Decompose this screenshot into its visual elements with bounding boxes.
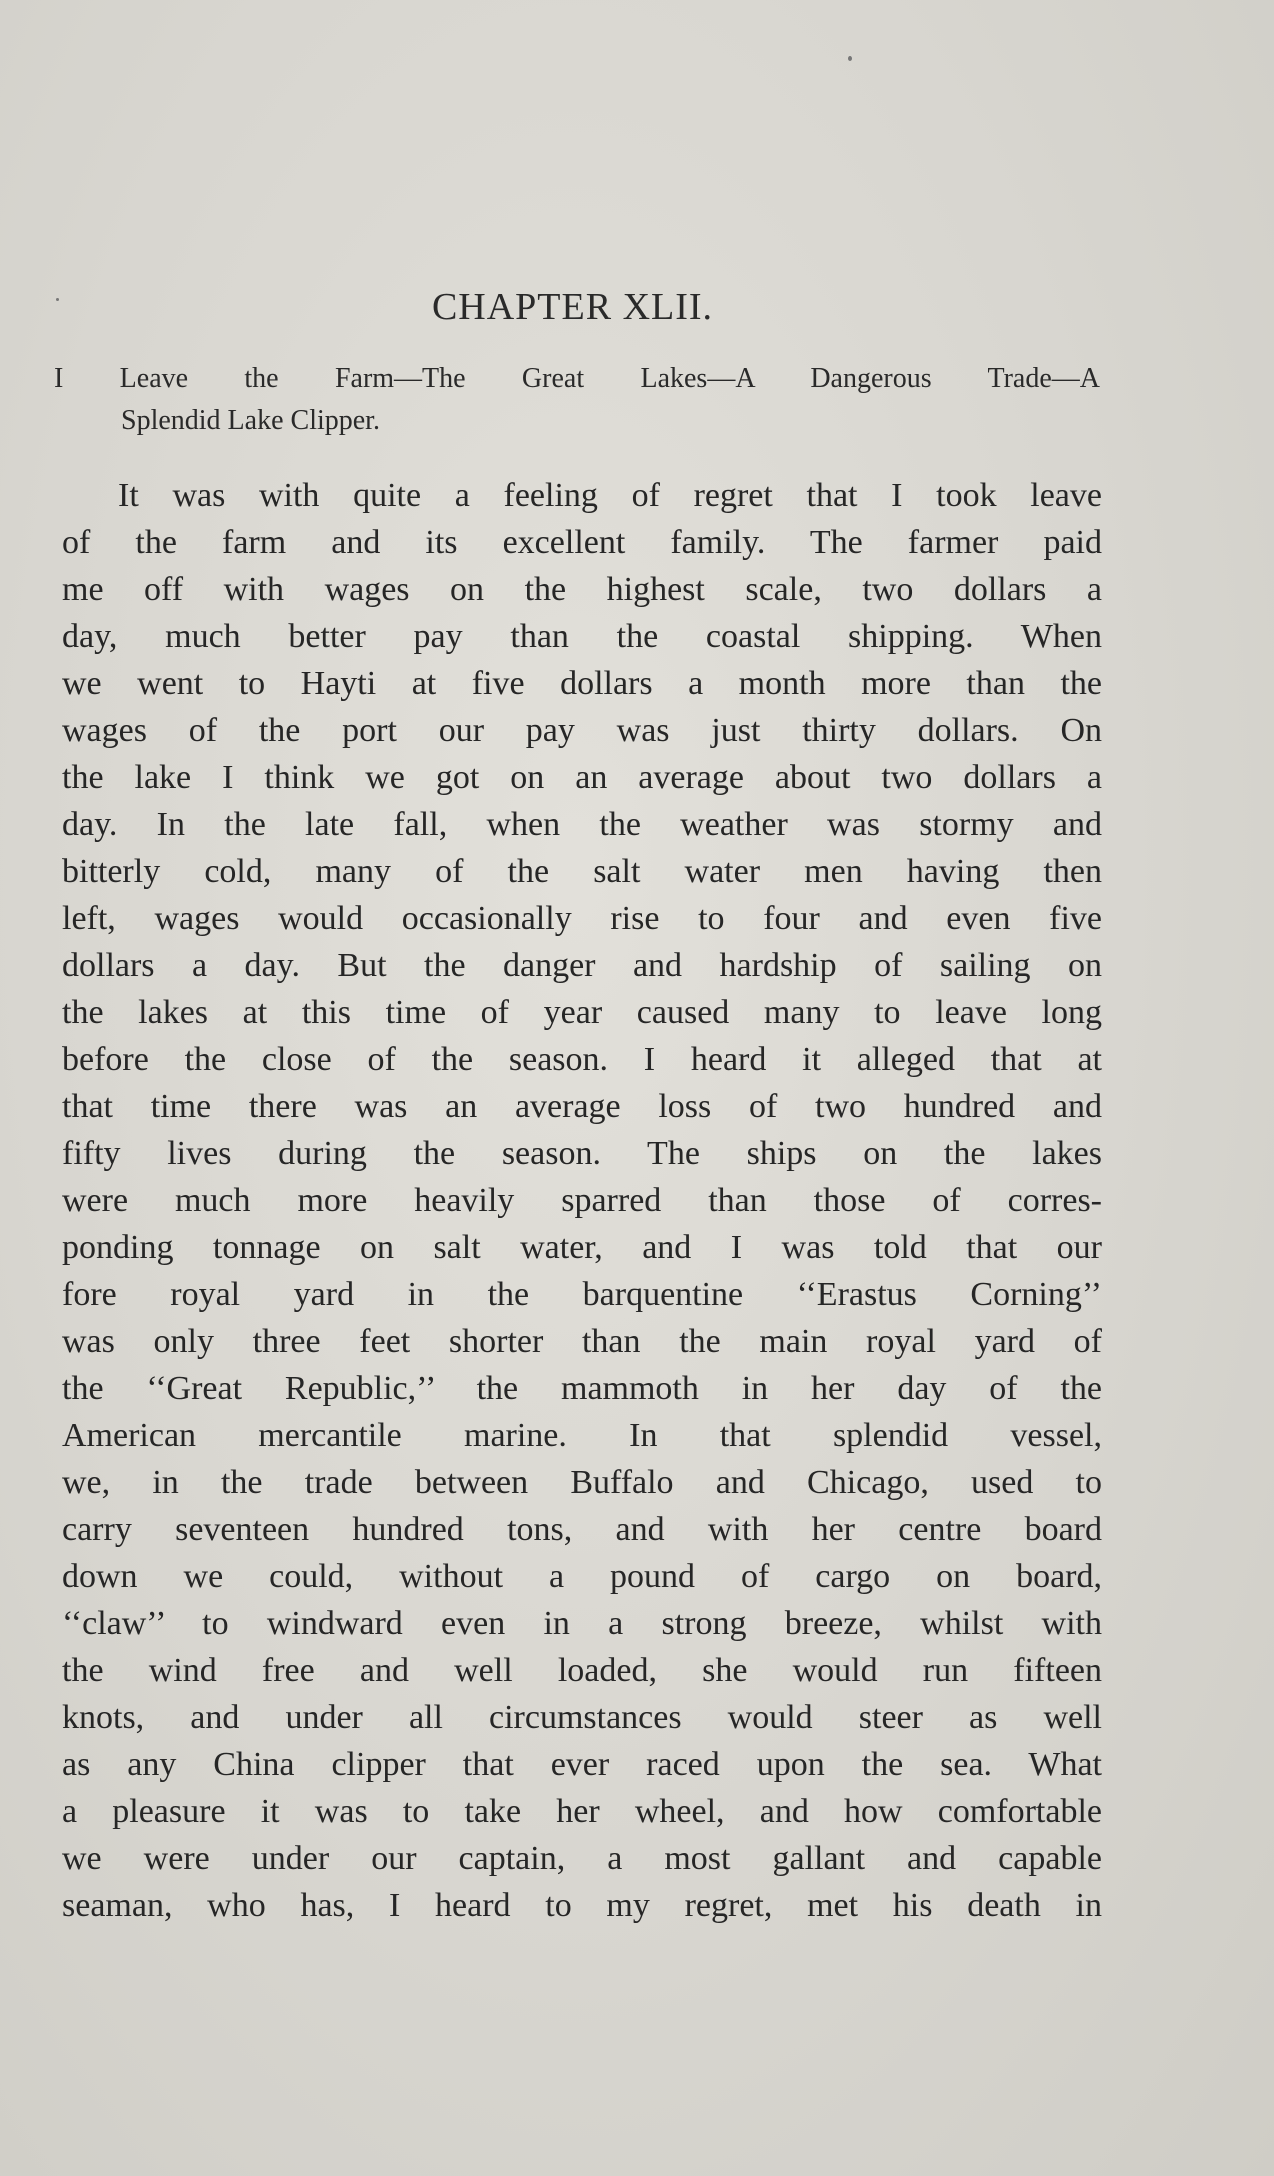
text-line: left, wages would occasionally rise to four and even five	[62, 900, 1102, 937]
text-line: the lake I think we got on an average about two dollars a	[62, 759, 1102, 796]
chapter-synopsis	[54, 358, 1100, 442]
text-line: as any China clipper that ever raced upon the sea. What	[62, 1746, 1102, 1783]
text-line: we, in the trade between Buffalo and Chicago, used to	[62, 1464, 1102, 1501]
text-line: dollars a day. But the danger and hardship of sailing on	[62, 947, 1102, 984]
text-line: down we could, without a pound of cargo on board,	[62, 1558, 1102, 1595]
text-line: was only three feet shorter than the main royal yard of	[62, 1323, 1102, 1360]
text-line: were much more heavily sparred than those of corres-	[62, 1182, 1102, 1219]
text-line: carry seventeen hundred tons, and with her centre board	[62, 1511, 1102, 1548]
text-line: bitterly cold, many of the salt water men having then	[62, 853, 1102, 890]
text-line: me off with wages on the highest scale, two dollars a	[62, 571, 1102, 608]
text-line: knots, and under all circumstances would steer as well	[62, 1699, 1102, 1736]
text-line: before the close of the season. I heard it alleged that at	[62, 1041, 1102, 1078]
text-line: that time there was an average loss of two hundred and	[62, 1088, 1102, 1125]
text-line: the wind free and well loaded, she would run fifteen	[62, 1652, 1102, 1689]
text-line: a pleasure it was to take her wheel, and how comfortable	[62, 1793, 1102, 1830]
synopsis-line: Splendid Lake Clipper.	[121, 405, 380, 436]
synopsis-line: I Leave the Farm—The Great Lakes—A Dangerous Trade—A	[54, 363, 1100, 394]
text-line: American mercantile marine. In that splendid vessel,	[62, 1417, 1102, 1454]
text-line: ‘‘claw’’ to windward even in a strong breeze, whilst with	[62, 1605, 1102, 1642]
text-line: fore royal yard in the barquentine ‘‘Erastus Corning’’	[62, 1276, 1102, 1313]
text-line: we were under our captain, a most gallant and capable	[62, 1840, 1102, 1877]
text-line: wages of the port our pay was just thirty dollars. On	[62, 712, 1102, 749]
text-line: we went to Hayti at five dollars a month more than the	[62, 665, 1102, 702]
text-line: day, much better pay than the coastal shipping. When	[62, 618, 1102, 655]
text-line: day. In the late fall, when the weather was stormy and	[62, 806, 1102, 843]
text-line: It was with quite a feeling of regret that I took leave	[118, 477, 1102, 514]
chapter-title: CHAPTER XLII.	[431, 286, 714, 328]
paper-speck	[848, 56, 852, 61]
body-paragraph	[62, 472, 1102, 1929]
text-line: ponding tonnage on salt water, and I was told that our	[62, 1229, 1102, 1266]
text-line: seaman, who has, I heard to my regret, met his death in	[62, 1887, 1102, 1924]
text-line: of the farm and its excellent family. The farmer paid	[62, 524, 1102, 561]
text-line: the lakes at this time of year caused many to leave long	[62, 994, 1102, 1031]
text-line: fifty lives during the season. The ships on the lakes	[62, 1135, 1102, 1172]
text-line: the ‘‘Great Republic,’’ the mammoth in her day of the	[62, 1370, 1102, 1407]
